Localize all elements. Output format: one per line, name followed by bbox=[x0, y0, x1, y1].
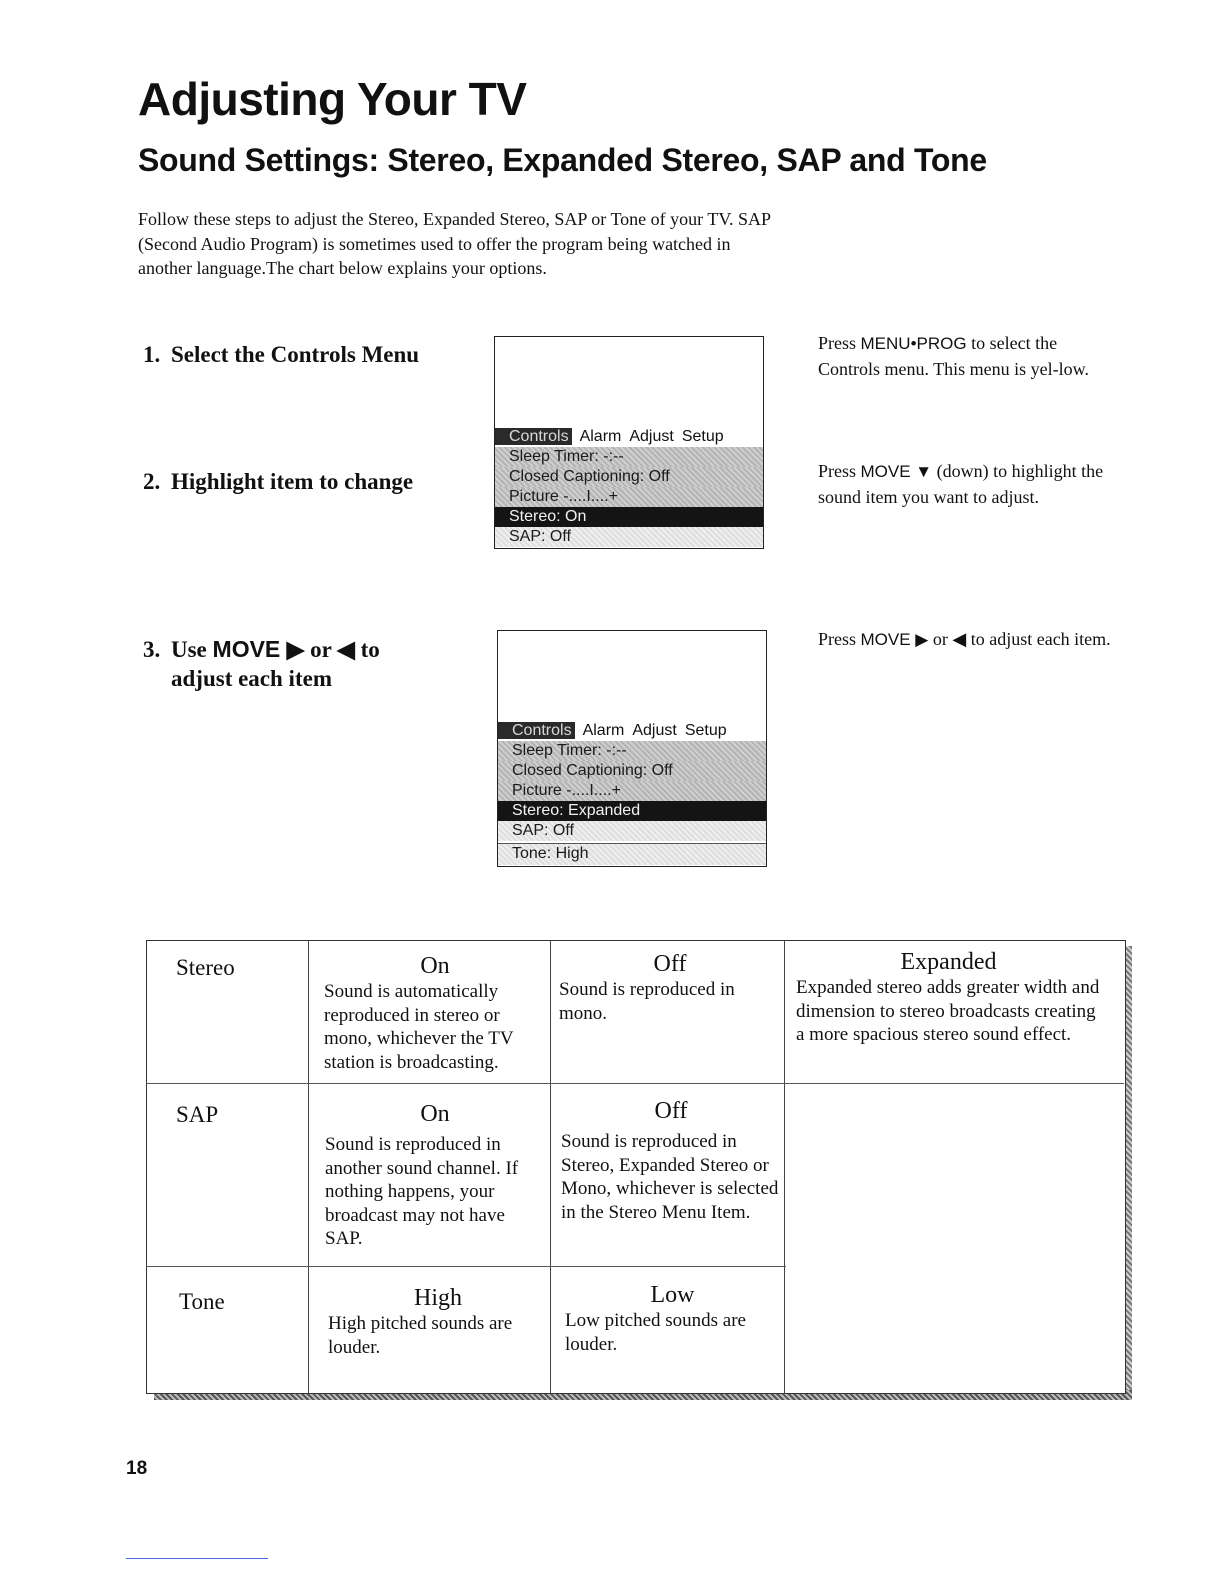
step-2-text: Highlight item to change bbox=[171, 469, 414, 494]
step-3-text-pre: Use bbox=[171, 637, 213, 662]
sap-off-cell bbox=[561, 1097, 781, 1224]
step-3-number: 3. bbox=[143, 637, 161, 662]
sap-off-text: Sound is reproduced in Stereo, Expanded Stereo or Mono, whichever is selected in the Stereo Menu Item. bbox=[561, 1131, 779, 1223]
tv-row-sap: SAP: Off bbox=[498, 821, 766, 841]
step-1-desc-key: MENU•PROG bbox=[860, 334, 967, 353]
tv-row-sleep-timer: Sleep Timer: -:-- bbox=[498, 741, 766, 761]
tv-row-sap: SAP: Off bbox=[495, 527, 763, 547]
stereo-off-text: Sound is reproduced in mono. bbox=[559, 979, 735, 1024]
menu-tab-alarm: Alarm bbox=[579, 428, 622, 445]
menu-tab-controls: Controls bbox=[498, 722, 575, 739]
stereo-on-cell bbox=[324, 952, 546, 1074]
stereo-off-cell bbox=[559, 950, 781, 1025]
step-1-desc-pre: Press bbox=[818, 333, 861, 353]
step-1-number: 1. bbox=[143, 342, 161, 367]
step-1-description bbox=[818, 331, 1123, 381]
stereo-off-heading: Off bbox=[653, 951, 687, 977]
menu-tab-setup: Setup bbox=[684, 722, 727, 739]
step-3-desc-post: or ◀ to adjust each item. bbox=[928, 629, 1111, 649]
tv-row-stereo-highlighted: Stereo: Expanded bbox=[498, 801, 766, 821]
sap-on-heading: On bbox=[420, 1101, 450, 1127]
tone-low-heading: Low bbox=[650, 1282, 695, 1308]
step-2-description bbox=[818, 459, 1123, 509]
chart-row-divider bbox=[146, 1083, 1124, 1084]
sap-on-text: Sound is reproduced in another sound channel. If nothing happens, your broadcast may not have SAP. bbox=[325, 1134, 519, 1249]
step-2-number: 2. bbox=[143, 469, 161, 494]
sound-options-chart bbox=[146, 940, 1126, 1398]
step-3-description bbox=[818, 627, 1123, 653]
step-1 bbox=[143, 340, 419, 369]
intro-paragraph: Follow these steps to adjust the Stereo, Expanded Stereo, SAP or Tone of your TV. SAP (Second Audio Program) is sometimes used to offer the program being watched in another language.The chart below explains your options. bbox=[138, 209, 771, 278]
tv-menu-bar bbox=[495, 427, 763, 447]
tone-low-text: Low pitched sounds are louder. bbox=[565, 1310, 746, 1355]
tv-row-sleep-timer: Sleep Timer: -:-- bbox=[495, 447, 763, 467]
tv-screen-controls-menu-1 bbox=[494, 336, 764, 549]
row-label-sap: SAP bbox=[176, 1102, 219, 1127]
menu-tab-controls: Controls bbox=[495, 428, 572, 445]
chart-row-divider bbox=[146, 1266, 786, 1267]
chart-divider bbox=[308, 940, 309, 1394]
section-heading: Sound Settings: Stereo, Expanded Stereo, SAP and Tone bbox=[138, 142, 987, 178]
menu-tab-setup: Setup bbox=[681, 428, 724, 445]
tone-high-heading: High bbox=[414, 1285, 462, 1311]
tone-low-cell bbox=[565, 1281, 780, 1356]
sap-on-cell bbox=[325, 1100, 545, 1251]
tv-row-picture: Picture -....I....+ bbox=[495, 487, 763, 507]
footer-rule bbox=[126, 1558, 268, 1559]
page-number: 18 bbox=[126, 1458, 148, 1479]
chart-divider bbox=[784, 940, 785, 1394]
stereo-expanded-cell bbox=[796, 948, 1101, 1047]
menu-tab-adjust: Adjust bbox=[632, 722, 677, 739]
step-2-desc-pre: Press bbox=[818, 461, 861, 481]
step-2 bbox=[143, 467, 413, 496]
tv-row-stereo-highlighted: Stereo: On bbox=[495, 507, 763, 527]
tone-high-cell bbox=[328, 1284, 548, 1359]
step-3-desc-pre: Press bbox=[818, 629, 861, 649]
tv-row-picture: Picture -....I....+ bbox=[498, 781, 766, 801]
row-label-stereo: Stereo bbox=[176, 955, 235, 980]
stereo-on-text: Sound is automatically reproduced in stereo or mono, whichever the TV station is broadcasting. bbox=[324, 981, 514, 1073]
step-3-text-key: MOVE ▶ bbox=[212, 636, 305, 662]
tone-high-text: High pitched sounds are louder. bbox=[328, 1313, 513, 1358]
step-1-desc-post: to select the Controls menu. This menu is yel-low. bbox=[818, 333, 1089, 379]
step-3-text-line2: adjust each item bbox=[171, 666, 332, 691]
step-3-text-mid: or ◀ to bbox=[304, 637, 380, 662]
tv-row-tone: Tone: High bbox=[498, 843, 766, 865]
menu-tab-alarm: Alarm bbox=[582, 722, 625, 739]
stereo-on-heading: On bbox=[420, 953, 450, 979]
tv-row-closed-captioning: Closed Captioning: Off bbox=[498, 761, 766, 781]
tv-row-closed-captioning: Closed Captioning: Off bbox=[495, 467, 763, 487]
row-label-tone: Tone bbox=[179, 1289, 225, 1314]
tv-menu-bar bbox=[498, 721, 766, 741]
step-3 bbox=[143, 635, 380, 693]
stereo-expanded-heading: Expanded bbox=[900, 949, 997, 975]
stereo-expanded-text: Expanded stereo adds greater width and dimension to stereo broadcasts creating a more spacious stereo sound effect. bbox=[796, 977, 1100, 1045]
page-title: Adjusting Your TV bbox=[138, 73, 527, 125]
step-2-desc-key: MOVE ▼ bbox=[860, 462, 933, 481]
chart-divider bbox=[550, 940, 551, 1394]
step-1-text: Select the Controls Menu bbox=[171, 342, 420, 367]
sap-off-heading: Off bbox=[654, 1098, 688, 1124]
step-2-desc-post: (down) to highlight the sound item you want to adjust. bbox=[818, 461, 1104, 507]
tv-screen-controls-menu-2 bbox=[497, 630, 767, 867]
step-3-desc-key: MOVE ▶ bbox=[860, 630, 929, 649]
menu-tab-adjust: Adjust bbox=[629, 428, 674, 445]
